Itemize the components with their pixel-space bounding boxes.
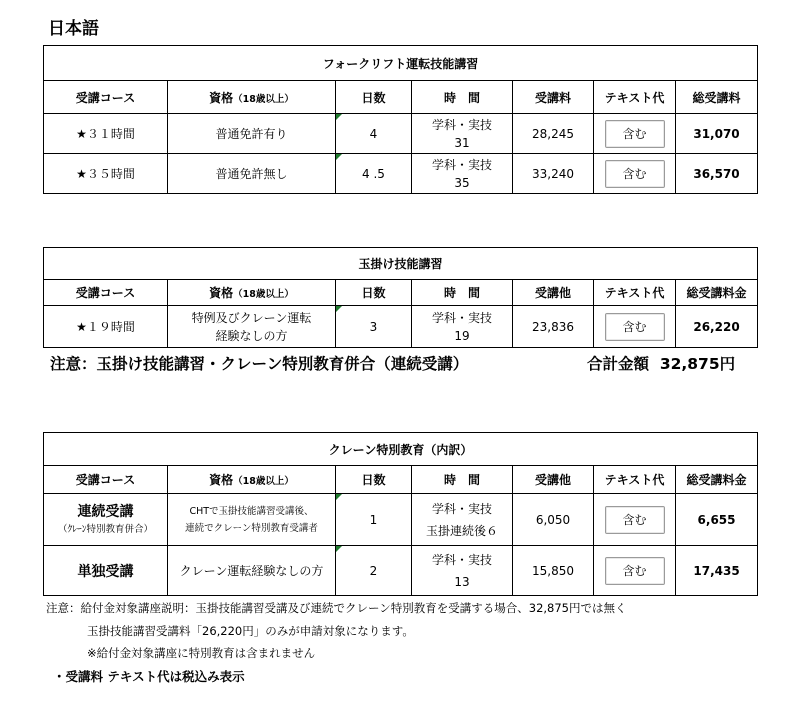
- included-button[interactable]: 含む: [605, 120, 665, 148]
- header-fee: 受講他: [513, 466, 594, 494]
- qualification-cell: 特例及びクレーン運転 経験なしの方: [168, 306, 336, 348]
- text-fee-cell: [594, 306, 676, 348]
- header-text-fee: テキスト代: [594, 280, 676, 306]
- text-fee-cell: [594, 114, 676, 154]
- header-days: 日数: [336, 280, 412, 306]
- table-title: フォークリフト運転技能講習: [44, 46, 758, 81]
- qualification-cell: クレーン運転経験なしの方: [168, 546, 336, 596]
- header-total: 総受講料金: [676, 280, 758, 306]
- fee-cell: 33,240: [513, 154, 594, 194]
- table-row: [44, 154, 758, 194]
- header-total: 総受講料金: [676, 466, 758, 494]
- combined-total: 合計金額 32,875円: [587, 355, 736, 373]
- qualification-cell: 普通免許無し: [168, 154, 336, 194]
- qualification-cell: CHTで玉掛技能講習受講後、 連続でクレーン特別教育受講者: [168, 494, 336, 546]
- days-cell: 4 .5: [336, 154, 412, 194]
- course-cell: ★１９時間: [44, 306, 168, 348]
- footnote-tax-included: ・受講料 テキスト代は税込み表示: [53, 669, 245, 684]
- table-row: [44, 546, 758, 596]
- days-cell: 1: [336, 494, 412, 546]
- text-fee-cell: [594, 546, 676, 596]
- header-course: 受講コース: [44, 280, 168, 306]
- slinging-course-table: [43, 247, 758, 348]
- language-label: 日本語: [48, 19, 99, 39]
- header-qualification: 資格（18歳以上）: [168, 81, 336, 114]
- total-cell: 6,655: [676, 494, 758, 546]
- course-cell: 単独受講: [44, 546, 168, 596]
- forklift-course-table: [43, 45, 758, 194]
- footnote-subsidy-line3: ※給付金対象講座に特別教育は含まれません: [87, 646, 316, 660]
- header-qualification: 資格（18歳以上）: [168, 466, 336, 494]
- header-text-fee: テキスト代: [594, 81, 676, 114]
- table-row: [44, 306, 758, 348]
- text-fee-cell: [594, 494, 676, 546]
- crane-education-table: [43, 432, 758, 596]
- table-title: クレーン特別教育（内訳）: [44, 433, 758, 466]
- included-button[interactable]: 含む: [605, 313, 665, 341]
- header-days: 日数: [336, 466, 412, 494]
- total-cell: 31,070: [676, 114, 758, 154]
- header-course: 受講コース: [44, 81, 168, 114]
- header-qualification: 資格（18歳以上）: [168, 280, 336, 306]
- total-cell: 36,570: [676, 154, 758, 194]
- course-cell: ★３５時間: [44, 154, 168, 194]
- total-cell: 26,220: [676, 306, 758, 348]
- days-cell: 3: [336, 306, 412, 348]
- course-cell: 連続受講 （ｸﾚｰﾝ特別教育併合）: [44, 494, 168, 546]
- header-time: 時 間: [412, 466, 513, 494]
- time-cell: 学科・実技 13: [412, 546, 513, 596]
- days-cell: 2: [336, 546, 412, 596]
- time-cell: 学科・実技 35: [412, 154, 513, 194]
- qualification-cell: 普通免許有り: [168, 114, 336, 154]
- time-cell: 学科・実技 19: [412, 306, 513, 348]
- header-text-fee: テキスト代: [594, 466, 676, 494]
- fee-cell: 23,836: [513, 306, 594, 348]
- header-fee: 受講他: [513, 280, 594, 306]
- course-cell: ★３１時間: [44, 114, 168, 154]
- fee-cell: 15,850: [513, 546, 594, 596]
- time-cell: 学科・実技 玉掛連続後６: [412, 494, 513, 546]
- table-row: [44, 114, 758, 154]
- total-cell: 17,435: [676, 546, 758, 596]
- included-button[interactable]: 含む: [605, 160, 665, 188]
- footnote-subsidy-line2: 玉掛技能講習受講料「26,220円」のみが申請対象になります。: [87, 624, 414, 638]
- time-cell: 学科・実技 31: [412, 114, 513, 154]
- included-button[interactable]: 含む: [605, 557, 665, 585]
- header-time: 時 間: [412, 280, 513, 306]
- combined-course-notice: 注意：玉掛け技能講習・クレーン特別教育併合（連続受講）: [50, 355, 469, 373]
- days-cell: 4: [336, 114, 412, 154]
- header-course: 受講コース: [44, 466, 168, 494]
- table-row: [44, 494, 758, 546]
- table-title: 玉掛け技能講習: [44, 248, 758, 280]
- header-time: 時 間: [412, 81, 513, 114]
- fee-cell: 6,050: [513, 494, 594, 546]
- header-total: 総受講料: [676, 81, 758, 114]
- included-button[interactable]: 含む: [605, 506, 665, 534]
- header-days: 日数: [336, 81, 412, 114]
- text-fee-cell: [594, 154, 676, 194]
- header-fee: 受講料: [513, 81, 594, 114]
- footnote-subsidy-line1: 注意：給付金対象講座説明：玉掛技能講習受講及び連続でクレーン特別教育を受講する場合、32,875円では無く: [46, 601, 627, 615]
- fee-cell: 28,245: [513, 114, 594, 154]
